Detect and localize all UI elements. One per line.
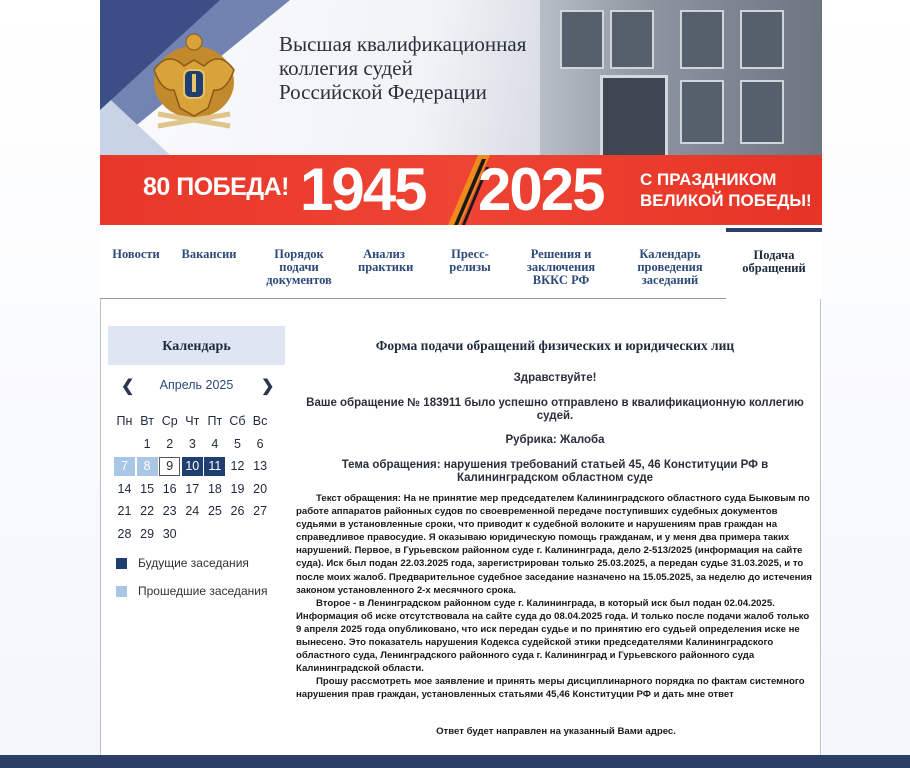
calendar-day[interactable]: 17 bbox=[185, 481, 200, 496]
calendar-day[interactable]: 15 bbox=[140, 481, 155, 496]
nav-item-practice-analysis[interactable]: Анализ практики bbox=[358, 247, 414, 274]
calendar-day[interactable]: 18 bbox=[207, 481, 222, 496]
calendar-day[interactable]: 26 bbox=[230, 504, 245, 518]
double-headed-eagle-emblem-icon bbox=[148, 30, 240, 130]
banner-right-text: С ПРАЗДНИКОМ ВЕЛИКОЙ ПОБЕДЫ! bbox=[640, 170, 812, 210]
weekday-label: Сб bbox=[229, 414, 246, 428]
appeal-paragraph-2: Второе - в Ленинградском районном суде г. Калининграда, в который иск был подан 02.04.2025. Информация об иске отсутствовала на сайте суда до 08.04.2025 года. И только после подачи жалоб только 9 апреля 2025 года опубликовано, что иск передан судье и по принятию его судьей определения иске не вынесено. Это показатель нарушения Кодекса судейской этики председателями Калининградского областного суда, Ленинградского районного суда г. Калининград и Гурьевского районного суда Калининградской области. bbox=[296, 597, 810, 675]
sent-confirmation-line-2: судей. bbox=[536, 410, 574, 422]
calendar-day[interactable]: 1 bbox=[143, 436, 151, 451]
topic-line-1: Тема обращения: нарушения требований статьей 45, 46 Конституции РФ в bbox=[341, 459, 769, 471]
nav-item-press-releases[interactable]: Пресс-релизы bbox=[449, 247, 491, 274]
building-photo bbox=[540, 0, 822, 155]
form-title: Форма подачи обращений физических и юридических лиц bbox=[375, 338, 735, 353]
calendar-day[interactable]: 9 bbox=[159, 457, 180, 476]
calendar-day[interactable]: 13 bbox=[253, 459, 268, 473]
calendar-day[interactable]: 4 bbox=[211, 436, 219, 451]
legend-future-label: Будущие заседания bbox=[138, 556, 249, 570]
weekday-label: Ср bbox=[161, 414, 178, 428]
appeal-paragraph-3: Прошу рассмотреть мое заявление и принять меры дисциплинарного порядка по фактам системного нарушения прав граждан, установленных статьями 45,46 Конституции РФ и дать мне ответ bbox=[296, 676, 805, 701]
appeal-paragraph-1: Текст обращения: На не принятие мер председателем Калининградского областного суда Быковым по работе аппаратов районных судов по своевременной передаче поступивших судебных документов судьями в установленные сроки, что приводит к судебной волоките и нарушениям прав граждан на справедливое правосудие. Я оказываю юридическую помощь гражданам, и у меня два примера таких нарушений. Первое, в Гурьевском районном суде г. Калининграда, дело 2-513/2025 (информация на сайте суда). Иск был подан 22.03.2025 года, зарегистрирован только 25.03.2025, а передан судье 31.03.2025, и то после моих жалоб. Предварительное судебное заседание назначено на 15.05.2025, за неделю до истечения законом установленного 2-х месячного срока. bbox=[296, 493, 812, 596]
chevron-right-icon[interactable]: ❯ bbox=[261, 378, 275, 395]
calendar-day[interactable]: 24 bbox=[185, 504, 200, 518]
rubric: Рубрика: Жалоба bbox=[505, 434, 605, 446]
calendar-day[interactable]: 29 bbox=[140, 526, 155, 541]
calendar-day[interactable]: 11 bbox=[204, 457, 225, 476]
answer-note: Ответ будет направлен на указанный Вами адрес. bbox=[436, 726, 676, 737]
calendar-day[interactable]: 22 bbox=[140, 504, 155, 518]
nav-item-vacancies[interactable]: Вакансии bbox=[181, 247, 237, 261]
calendar-day[interactable]: 14 bbox=[117, 481, 132, 496]
legend-past-label: Прошедшие заседания bbox=[138, 584, 268, 598]
calendar-day[interactable]: 25 bbox=[207, 504, 222, 518]
chevron-left-icon[interactable]: ❮ bbox=[121, 378, 135, 395]
nav-item-submit-appeals[interactable]: Подача обращений bbox=[726, 228, 822, 300]
calendar-day[interactable]: 20 bbox=[253, 481, 268, 496]
nav-item-news[interactable]: Новости bbox=[112, 247, 160, 261]
calendar-day[interactable]: 6 bbox=[256, 436, 264, 451]
calendar-day[interactable]: 7 bbox=[114, 457, 135, 476]
header-title: Высшая квалификационная коллегия судей Российской Федерации bbox=[279, 32, 527, 104]
calendar-day[interactable]: 3 bbox=[188, 436, 196, 451]
sent-confirmation-line-1: Ваше обращение № 183911 было успешно отправлено в квалификационную коллегию bbox=[306, 397, 804, 409]
legend-future-swatch bbox=[116, 558, 127, 569]
page-background-left bbox=[0, 0, 100, 768]
calendar-day[interactable]: 2 bbox=[166, 436, 174, 451]
nav-item-meetings-calendar[interactable]: Календарь проведения заседаний bbox=[637, 247, 703, 287]
calendar-day[interactable]: 5 bbox=[234, 436, 241, 451]
calendar-title: Календарь bbox=[108, 326, 285, 365]
page-background-right bbox=[822, 0, 910, 768]
legend-past-swatch bbox=[116, 586, 127, 597]
calendar-month: Апрель 2025 bbox=[159, 378, 234, 392]
nav-item-document-procedure[interactable]: Порядок подачи документов bbox=[266, 247, 332, 287]
calendar-day[interactable]: 8 bbox=[137, 457, 158, 476]
banner-year-end: 2025 bbox=[478, 156, 604, 223]
weekday-label: Пт bbox=[207, 414, 223, 428]
weekday-label: Вс bbox=[252, 414, 268, 428]
calendar-widget bbox=[108, 326, 285, 541]
weekday-label: Чт bbox=[185, 414, 200, 428]
calendar-day[interactable]: 19 bbox=[230, 481, 245, 496]
footer-bar bbox=[0, 755, 910, 768]
calendar-day[interactable]: 30 bbox=[162, 526, 177, 541]
weekday-label: Вт bbox=[140, 414, 154, 428]
banner-year-start: 1945 bbox=[300, 156, 426, 223]
calendar-day[interactable]: 23 bbox=[162, 504, 177, 518]
calendar-day[interactable]: 21 bbox=[117, 504, 132, 518]
calendar-day[interactable]: 27 bbox=[253, 504, 268, 518]
calendar-day[interactable]: 16 bbox=[162, 481, 177, 496]
weekday-label: Пн bbox=[116, 414, 133, 428]
main-navigation bbox=[100, 228, 822, 300]
appeal-text bbox=[296, 492, 816, 702]
victory-banner bbox=[100, 155, 822, 225]
banner-left-text: 80 ПОБЕДА! bbox=[143, 173, 290, 201]
calendar-day[interactable]: 10 bbox=[182, 457, 203, 476]
greeting: Здравствуйте! bbox=[513, 372, 597, 384]
topic-line-2: Калининградском областном суде bbox=[456, 472, 654, 484]
nav-item-decisions[interactable]: Решения и заключения ВККС РФ bbox=[526, 247, 596, 287]
calendar-day[interactable]: 12 bbox=[230, 459, 245, 473]
calendar-day[interactable]: 28 bbox=[117, 526, 132, 541]
